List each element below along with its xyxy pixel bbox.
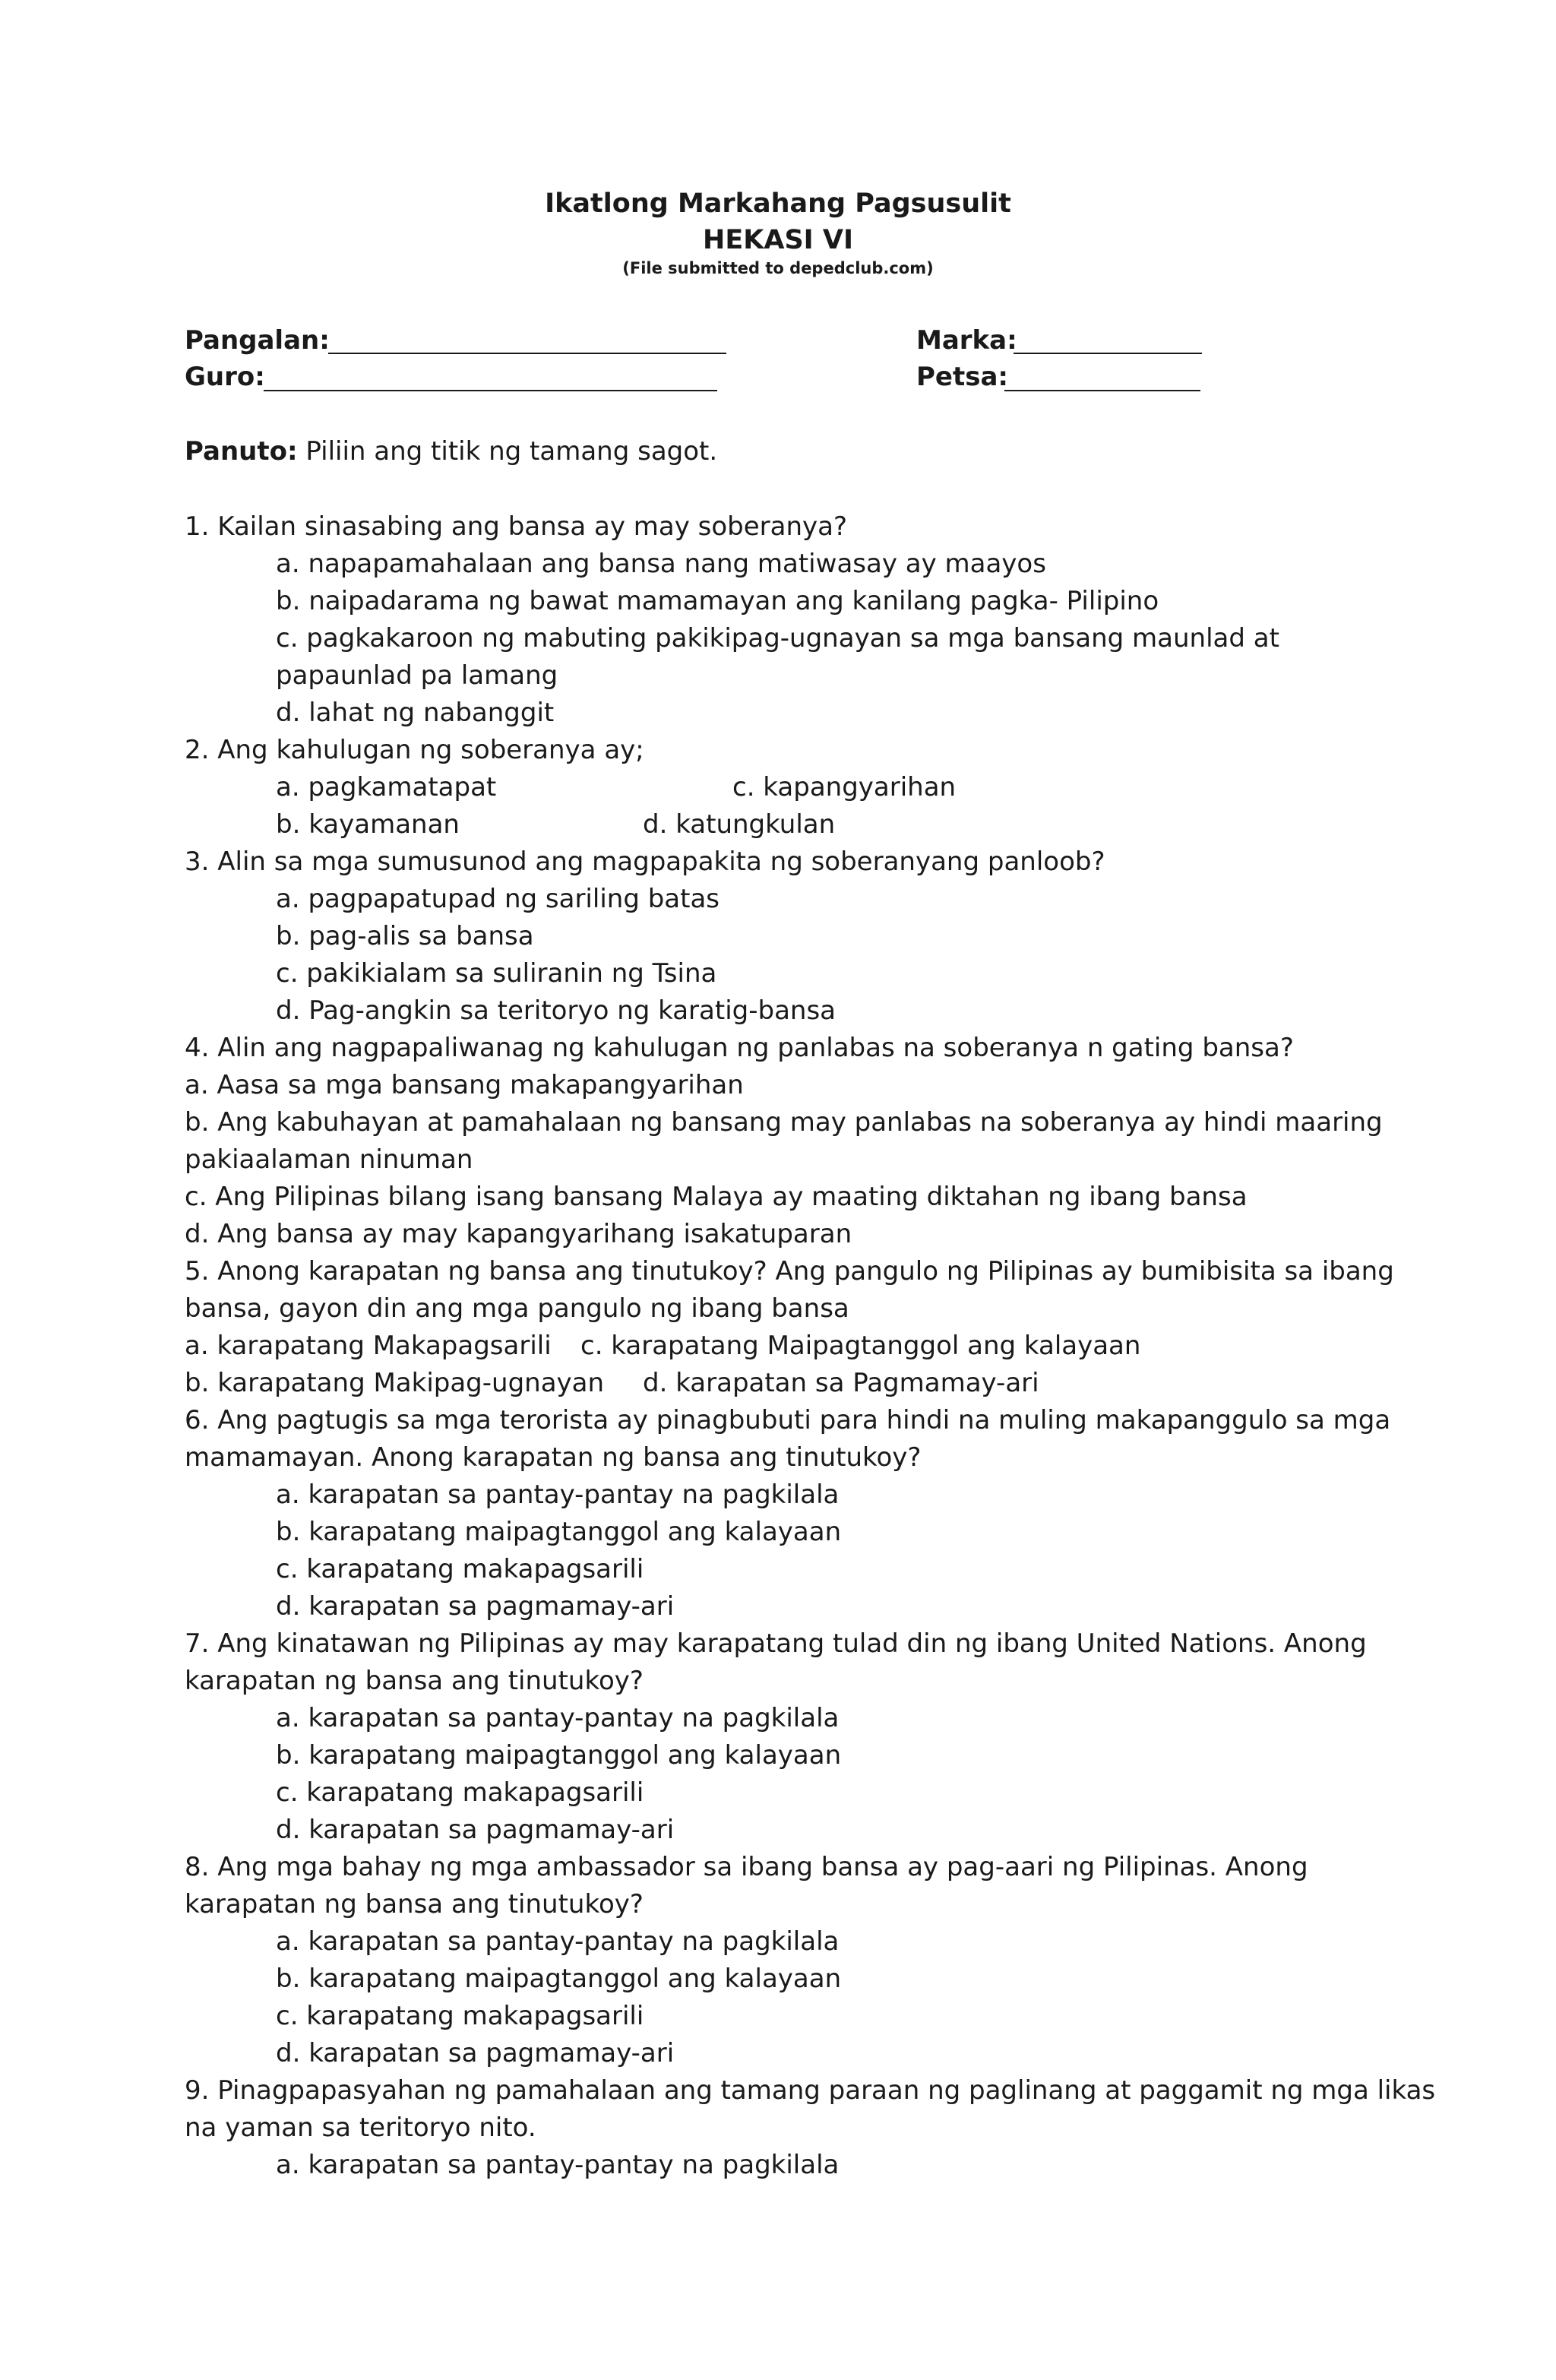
q3-option-b: b. pag-alis sa bansa bbox=[276, 921, 534, 951]
q8-option-d: d. karapatan sa pagmamay-ari bbox=[276, 2038, 675, 2068]
source-note: (File submitted to depedclub.com) bbox=[622, 259, 934, 277]
q4-option-b: b. Ang kabuhayan at pamahalaan ng bansang may panlabas na soberanya ay hindi maaring bbox=[185, 1107, 1383, 1138]
q1-option-c-cont: papaunlad pa lamang bbox=[276, 660, 558, 691]
q3-option-c: c. pakikialam sa suliranin ng Tsina bbox=[276, 958, 717, 989]
q7-option-d: d. karapatan sa pagmamay-ari bbox=[276, 1815, 675, 1845]
question-7: 7. Ang kinatawan ng Pilipinas ay may karapatang tulad din ng ibang United Nations. Anong bbox=[185, 1628, 1367, 1659]
q5-option-a: a. karapatang Makapagsarili bbox=[185, 1331, 552, 1361]
teacher-blank bbox=[264, 390, 717, 391]
q1-option-b: b. naipadarama ng bawat mamamayan ang kanilang pagka- Pilipino bbox=[276, 586, 1159, 616]
q3-option-a: a. pagpapatupad ng sariling batas bbox=[276, 884, 720, 914]
q1-option-a: a. napapamahalaan ang bansa nang matiwasay ay maayos bbox=[276, 549, 1046, 579]
instructions-text: Piliin ang titik ng tamang sagot. bbox=[297, 436, 718, 467]
q5-option-c: c. karapatang Maipagtanggol ang kalayaan bbox=[580, 1331, 1141, 1361]
date-blank bbox=[1004, 390, 1200, 391]
teacher-label: Guro: bbox=[185, 362, 265, 392]
q5-option-b: b. karapatang Makipag-ugnayan bbox=[185, 1368, 605, 1398]
question-5-cont: bansa, gayon din ang mga pangulo ng ibang bansa bbox=[185, 1293, 849, 1324]
question-8-cont: karapatan ng bansa ang tinutukoy? bbox=[185, 1889, 644, 1920]
q7-option-a: a. karapatan sa pantay-pantay na pagkilala bbox=[276, 1703, 840, 1733]
q4-option-a: a. Aasa sa mga bansang makapangyarihan bbox=[185, 1070, 744, 1100]
question-4: 4. Alin ang nagpapaliwanag ng kahulugan ng panlabas na soberanya n gating bansa? bbox=[185, 1033, 1294, 1063]
instructions bbox=[185, 433, 717, 470]
q6-option-a: a. karapatan sa pantay-pantay na pagkilala bbox=[276, 1480, 840, 1510]
q1-option-c: c. pagkakaroon ng mabuting pakikipag-ugnayan sa mga bansang maunlad at bbox=[276, 623, 1279, 654]
q8-option-c: c. karapatang makapagsarili bbox=[276, 2001, 644, 2031]
instructions-label: Panuto: bbox=[185, 436, 298, 467]
question-6-cont: mamamayan. Anong karapatan ng bansa ang tinutukoy? bbox=[185, 1442, 922, 1473]
q4-option-d: d. Ang bansa ay may kapangyarihang isakatuparan bbox=[185, 1219, 852, 1249]
q2-option-c: c. kapangyarihan bbox=[732, 772, 957, 802]
exam-title: Ikatlong Markahang Pagsusulit bbox=[545, 188, 1011, 219]
name-label: Pangalan: bbox=[185, 325, 330, 356]
q9-option-a: a. karapatan sa pantay-pantay na pagkilala bbox=[276, 2150, 840, 2180]
q6-option-d: d. karapatan sa pagmamay-ari bbox=[276, 1591, 675, 1622]
score-label: Marka: bbox=[916, 325, 1017, 356]
q4-option-b-cont: pakiaalaman ninuman bbox=[185, 1144, 473, 1175]
q7-option-b: b. karapatang maipagtanggol ang kalayaan bbox=[276, 1740, 842, 1771]
question-7-cont: karapatan ng bansa ang tinutukoy? bbox=[185, 1666, 644, 1696]
q6-option-c: c. karapatang makapagsarili bbox=[276, 1554, 644, 1584]
question-2: 2. Ang kahulugan ng soberanya ay; bbox=[185, 735, 644, 765]
question-9-cont: na yaman sa teritoryo nito. bbox=[185, 2113, 536, 2143]
question-8: 8. Ang mga bahay ng mga ambassador sa ibang bansa ay pag-aari ng Pilipinas. Anong bbox=[185, 1852, 1308, 1882]
q4-option-c: c. Ang Pilipinas bilang isang bansang Malaya ay maating diktahan ng ibang bansa bbox=[185, 1182, 1248, 1212]
q6-option-b: b. karapatang maipagtanggol ang kalayaan bbox=[276, 1517, 842, 1547]
question-3: 3. Alin sa mga sumusunod ang magpapakita ng soberanyang panloob? bbox=[185, 847, 1105, 877]
question-9: 9. Pinagpapasyahan ng pamahalaan ang tamang paraan ng paglinang at paggamit ng mga likas bbox=[185, 2075, 1436, 2106]
score-blank bbox=[1014, 353, 1202, 354]
q3-option-d: d. Pag-angkin sa teritoryo ng karatig-bansa bbox=[276, 995, 837, 1026]
question-5: 5. Anong karapatan ng bansa ang tinutukoy? Ang pangulo ng Pilipinas ay bumibisita sa ibang bbox=[185, 1256, 1394, 1287]
q5-option-d: d. karapatan sa Pagmamay-ari bbox=[643, 1368, 1039, 1398]
q7-option-c: c. karapatang makapagsarili bbox=[276, 1777, 644, 1808]
question-1: 1. Kailan sinasabing ang bansa ay may soberanya? bbox=[185, 511, 848, 542]
q2-option-b: b. kayamanan bbox=[276, 809, 460, 840]
q2-option-d: d. katungkulan bbox=[643, 809, 836, 840]
q2-option-a: a. pagkamatapat bbox=[276, 772, 497, 802]
q8-option-a: a. karapatan sa pantay-pantay na pagkilala bbox=[276, 1926, 840, 1957]
q8-option-b: b. karapatang maipagtanggol ang kalayaan bbox=[276, 1964, 842, 1994]
subject-title: HEKASI VI bbox=[703, 225, 853, 255]
date-label: Petsa: bbox=[916, 362, 1009, 392]
question-6: 6. Ang pagtugis sa mga terorista ay pinagbubuti para hindi na muling makapanggulo sa mga bbox=[185, 1405, 1391, 1435]
q1-option-d: d. lahat ng nabanggit bbox=[276, 698, 555, 728]
name-blank bbox=[328, 353, 726, 354]
